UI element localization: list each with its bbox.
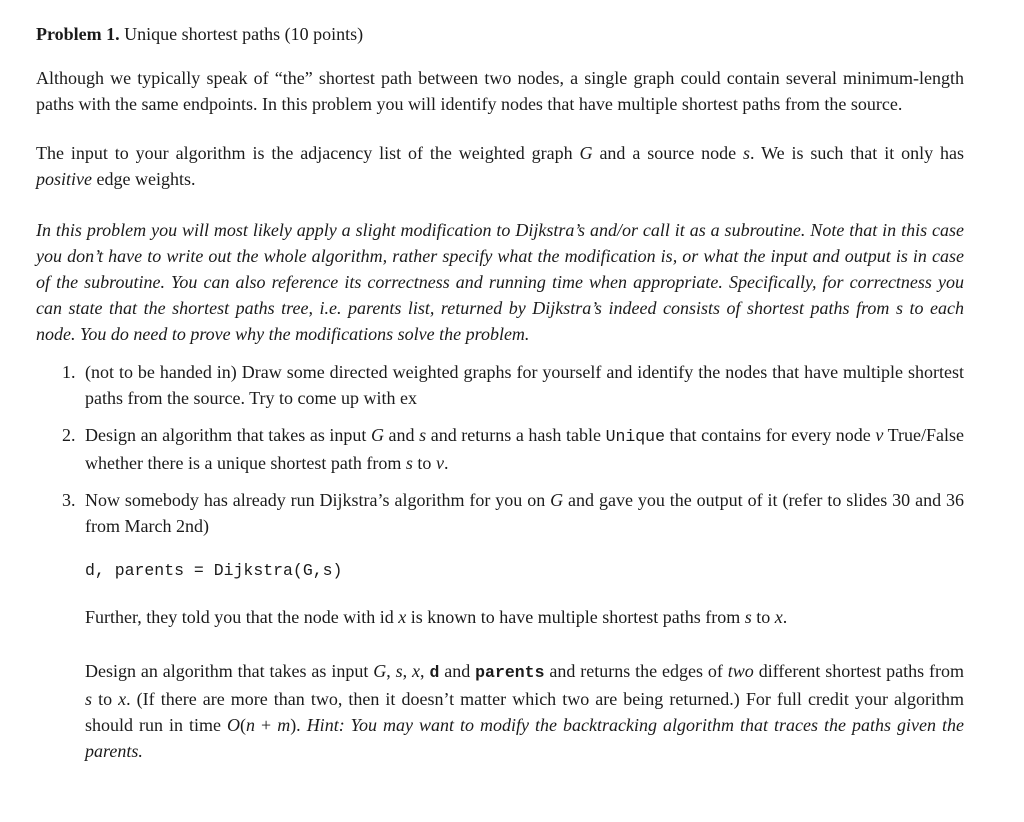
problem-heading: Problem 1. Unique shortest paths (10 points): [36, 24, 364, 44]
item-number: 2.: [62, 425, 76, 445]
list-item-1: [36, 359, 964, 411]
paragraph-italic-note: In this problem you will most likely apply a slight modification to Dijkstra’s and/or call it as a subroutine. Note that in this case you don’t have to write out the whole algorithm, rather specify what the modification is, or what the input and output is in case of the subroutine. You can also reference its correctness and running time when appropriate. Specifically, for correctness you can state that the shortest paths tree, i.e. parents list, returned by Dijkstra’s indeed consists of shortest paths from s to each node. You do need to prove why the modifications solve the problem.: [36, 220, 964, 344]
paragraph-input-description: The input to your algorithm is the adjacency list of the weighted graph G and a source node s. We is such that it only has positive edge weights.: [36, 143, 964, 189]
paragraph-further: Further, they told you that the node with id x is known to have multiple shortest paths from s to x.: [85, 607, 788, 627]
list-item-2: [36, 422, 964, 476]
code-snippet-dijkstra-call: d, parents = Dijkstra(G,s): [85, 561, 343, 580]
item-number: 1.: [62, 362, 76, 382]
paragraph-intro: Although we typically speak of “the” shortest path between two nodes, a single graph could contain several minimum-length paths with the same endpoints. In this problem you will identify nodes that have multiple shortest paths from the source.: [36, 68, 964, 114]
list-item-text: Now somebody has already run Dijkstra’s algorithm for you on G and gave you the output of it (refer to slides 30 and 36 from March 2nd): [85, 490, 964, 536]
list-item-text: Design an algorithm that takes as input G and s and returns a hash table Unique that contains for every node v True/False whether there is a unique shortest path from s to v.: [85, 425, 964, 473]
list-item-text: (not to be handed in) Draw some directed weighted graphs for yourself and identify the nodes that have multiple shortest paths from the source. Try to come up with ex: [85, 362, 964, 408]
list-item-3: [36, 487, 964, 539]
paragraph-design-algorithm: Design an algorithm that takes as input G, s, x, d and parents and returns the edges of two different shortest paths from s to x. (If there are more than two, then it doesn’t matter which two are being returned.) For full credit your algorithm should run in time O(n + m). Hint: You may want to modify the backtracking algorithm that traces the paths given the parents.: [85, 661, 965, 761]
item-number: 3.: [62, 490, 76, 510]
